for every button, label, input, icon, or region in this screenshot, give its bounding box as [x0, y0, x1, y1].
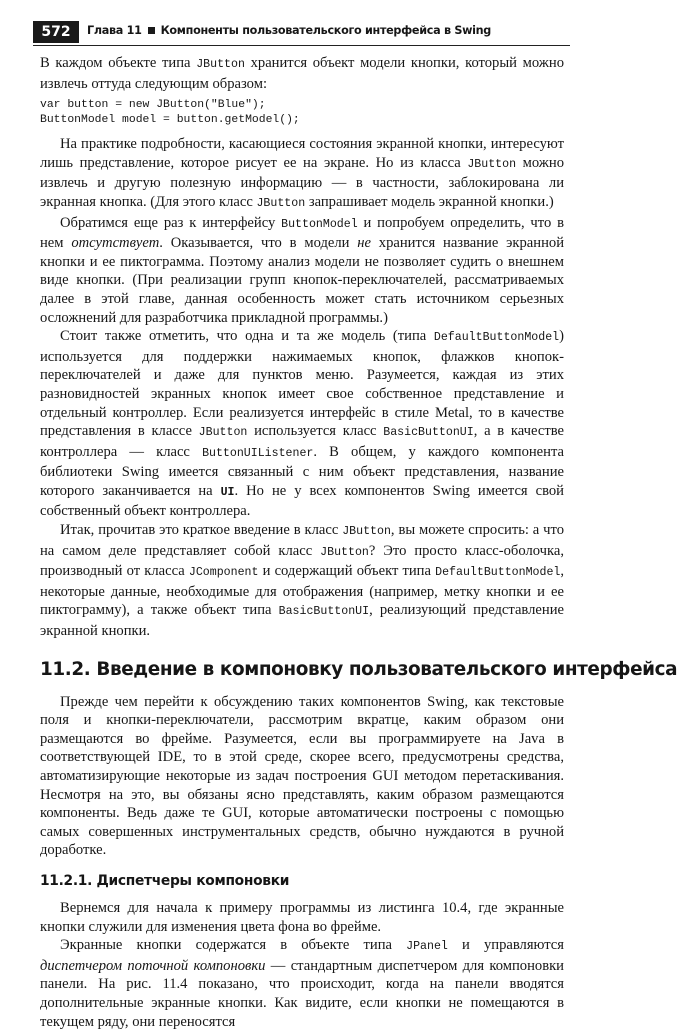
square-bullet-icon: [148, 27, 155, 34]
inline-code: ButtonUIListener: [202, 446, 314, 460]
inline-code: UI: [220, 485, 235, 499]
paragraph-4: [40, 327, 564, 521]
code-listing: [40, 98, 564, 128]
inline-code: BasicButtonUI: [383, 426, 474, 440]
text: запрашивает модель экранной кнопки.): [305, 193, 554, 210]
code-line: ButtonModel model = button.getModel();: [40, 114, 300, 127]
paragraph-6: Прежде чем перейти к обсуждению таких компонентов Swing, как текстовые поля и кнопки-переключатели, рассмотрим вкратце, каким образом они размещаются во фрейме. Разумеется, если вы программируете на Java в соответствующей IDE, то в этой среде, скорее всего, предусмотрены средства, автоматизирующие некоторые из задач построения GUI методом перетаскивания. Несмотря на это, вы обязаны ясно представлять, каким образом размещаются компоненты. Ведь даже те GUI, которые автоматически построены с помощью самых совершенных инструментальных средств, обычно нуждаются в ручной доработке.: [40, 693, 564, 859]
text: Обратимся еще раз к интерфейсу: [60, 214, 282, 231]
text: и содержащий объект типа: [258, 563, 436, 580]
code-line: var button = new JButton("Blue");: [40, 99, 266, 112]
inline-code: BasicButtonUI: [278, 605, 370, 619]
inline-code: JButton: [342, 525, 391, 539]
paragraph-8: [40, 936, 564, 1031]
chapter-heading: [87, 24, 491, 37]
inline-code: JButton: [256, 196, 306, 210]
text: и управляются: [447, 937, 564, 954]
chapter-label: Глава 11: [87, 24, 142, 37]
paragraph-1: [40, 54, 564, 93]
emphasis: отсутствует: [71, 235, 160, 252]
text: . В общем, у каждого компонента библиотеки Swing имеется связанный с ним объект представления, название которого заканчивается на: [40, 443, 565, 499]
chapter-title: Компоненты пользовательского интерфейса в Swing: [160, 24, 492, 37]
inline-code: JButton: [467, 157, 517, 171]
emphasis: не: [357, 235, 371, 252]
text: , некоторые данные, необходимые для отображения (например, метку кнопки и ее пиктограмму), а также объект типа: [40, 563, 565, 619]
page-number: 572: [33, 21, 79, 43]
inline-code: DefaultButtonModel: [435, 566, 561, 580]
text: — стандартным диспетчером для компоновки панели. На рис. 11.4 показано, что происходит, когда на панели вводятся дополнительные экранные кнопки. Как видите, если кнопки не помещаются в текущем ряду, они переносятся: [40, 957, 564, 1030]
running-header: [33, 21, 570, 46]
inline-code: JButton: [320, 545, 369, 559]
text: , реализующий представление экранной кнопки.: [40, 602, 564, 640]
text: ? Это просто класс-оболочка, производный от класса: [40, 542, 565, 580]
inline-code: ButtonModel: [281, 217, 358, 231]
inline-code: DefaultButtonModel: [433, 331, 560, 345]
text: , а в качестве контроллера — класс: [40, 423, 564, 460]
section-heading: 11.2. Введение в компоновку пользовательского интерфейса: [40, 658, 677, 680]
paragraph-7: Вернемся для начала к примеру программы из листинга 10.4, где экранные кнопки служили для изменения цвета фона во фрейме.: [40, 899, 564, 935]
subsection-heading: 11.2.1. Диспетчеры компоновки: [40, 872, 290, 889]
text: используется класс: [247, 423, 384, 440]
text: хранится объект модели кнопки, который можно извлечь оттуда следующим образом:: [40, 55, 564, 92]
text: Итак, прочитав это краткое введение в класс: [60, 522, 343, 539]
inline-code: JComponent: [188, 566, 259, 580]
paragraph-2: [40, 135, 564, 213]
emphasis: диспетчером поточной компоновки: [40, 957, 266, 974]
text: ) используется для поддержки нажимаемых кнопок, флажков кнопок-переключателей и даже для пунктов меню. Разумеется, каждая из этих разновидностей экранных кнопок имеет свое собственное представление и отдельный контроллер. Если реализуется интерфейс в стиле Metal, то в качестве представления в классе: [40, 328, 564, 440]
text: Экранные кнопки содержатся в объекте типа: [60, 937, 407, 954]
text: В каждом объекте типа: [40, 55, 197, 71]
text: можно извлечь и другую полезную информацию — в частности, заблокирована ли экранная кнопка. (Для этого класс: [40, 154, 564, 210]
inline-code: JPanel: [406, 940, 448, 954]
paragraph-3: [40, 214, 564, 328]
paragraph-5: [40, 521, 564, 641]
inline-code: JButton: [196, 58, 245, 71]
text: и попробуем определить, что в нем: [40, 214, 564, 252]
text: На практике подробности, касающиеся состояния экранной кнопки, интересуют лишь представление, которое рисует ее на экране. Но из класса: [40, 136, 564, 171]
text: . Оказывается, что в модели: [159, 235, 358, 252]
text: хранится название экранной кнопки и ее пиктограмма. Поэтому анализ модели не позволяет судить о внешнем виде кнопки. (При реализации групп кнопок-переключателей, рассматриваемых далее в этой главе, данная особенность может стать источником серьезных осложнений для разработчика прикладной программы.): [40, 235, 565, 326]
text: Стоит также отметить, что одна и та же модель (типа: [60, 328, 434, 345]
inline-code: JButton: [198, 426, 248, 440]
text: , вы можете спросить: а что на самом деле представляет собой класс: [40, 522, 564, 559]
page-body: [40, 54, 677, 1031]
text: . Но не у всех компонентов Swing имеется свой собственный объект контроллера.: [40, 482, 564, 520]
